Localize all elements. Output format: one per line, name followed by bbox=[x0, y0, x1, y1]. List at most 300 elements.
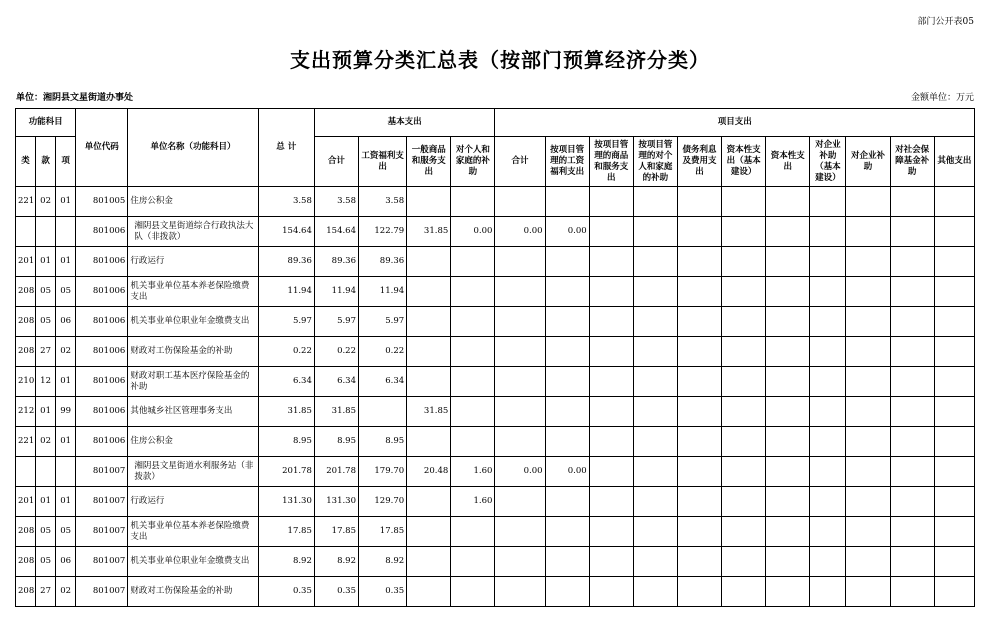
cell-empty bbox=[633, 397, 677, 427]
cell-proj-salary bbox=[545, 247, 589, 277]
cell-salary: 5.97 bbox=[359, 307, 407, 337]
cell-empty bbox=[589, 187, 633, 217]
cell-empty bbox=[890, 187, 934, 217]
cell-empty bbox=[846, 337, 890, 367]
table-row bbox=[16, 367, 975, 397]
cell-salary: 0.35 bbox=[359, 577, 407, 607]
cell-unit-name: 财政对工伤保险基金的补助 bbox=[128, 337, 258, 367]
table-row bbox=[16, 247, 975, 277]
cell-empty bbox=[677, 217, 721, 247]
cell-unit-name: 财政对工伤保险基金的补助 bbox=[128, 577, 258, 607]
cell-empty bbox=[846, 457, 890, 487]
cell-kuan: 02 bbox=[36, 427, 56, 457]
cell-empty bbox=[677, 307, 721, 337]
cell-goods bbox=[407, 307, 451, 337]
cell-basic-total: 11.94 bbox=[314, 277, 358, 307]
cell-personal bbox=[451, 307, 495, 337]
cell-unit-name: 行政运行 bbox=[128, 487, 258, 517]
cell-empty bbox=[890, 577, 934, 607]
cell-empty bbox=[677, 427, 721, 457]
cell-empty bbox=[677, 337, 721, 367]
table-row bbox=[16, 487, 975, 517]
cell-empty bbox=[722, 367, 766, 397]
cell-salary: 129.70 bbox=[359, 487, 407, 517]
cell-basic-total: 89.36 bbox=[314, 247, 358, 277]
table-row bbox=[16, 427, 975, 457]
cell-empty bbox=[589, 457, 633, 487]
cell-proj-salary bbox=[545, 307, 589, 337]
cell-proj-salary bbox=[545, 277, 589, 307]
cell-empty bbox=[766, 517, 810, 547]
cell-unit-name: 住房公积金 bbox=[128, 427, 258, 457]
cell-empty bbox=[810, 427, 846, 457]
cell-goods bbox=[407, 367, 451, 397]
cell-total: 8.95 bbox=[258, 427, 314, 457]
money-unit-label: 金额单位：万元 bbox=[910, 93, 974, 103]
cell-empty bbox=[846, 247, 890, 277]
cell-empty bbox=[810, 577, 846, 607]
cell-proj-salary bbox=[545, 547, 589, 577]
cell-unit-code: 801006 bbox=[76, 307, 128, 337]
cell-empty bbox=[890, 367, 934, 397]
cell-basic-total: 201.78 bbox=[314, 457, 358, 487]
cell-empty bbox=[766, 337, 810, 367]
cell-goods bbox=[407, 187, 451, 217]
cell-proj-total bbox=[495, 577, 545, 607]
cell-empty bbox=[890, 307, 934, 337]
cell-empty bbox=[846, 187, 890, 217]
cell-unit-code: 801006 bbox=[76, 247, 128, 277]
header-capital: 资本性支出 bbox=[766, 137, 810, 187]
header-basic-total: 合计 bbox=[314, 137, 358, 187]
cell-kuan: 12 bbox=[36, 367, 56, 397]
cell-xiang: 01 bbox=[56, 367, 76, 397]
header-project: 项目支出 bbox=[495, 109, 975, 137]
cell-unit-name: 机关事业单位基本养老保险缴费支出 bbox=[128, 277, 258, 307]
cell-empty bbox=[722, 307, 766, 337]
cell-empty bbox=[589, 517, 633, 547]
cell-empty bbox=[633, 577, 677, 607]
cell-xiang: 01 bbox=[56, 427, 76, 457]
cell-proj-salary: 0.00 bbox=[545, 217, 589, 247]
cell-xiang: 01 bbox=[56, 187, 76, 217]
header-salary: 工资福利支出 bbox=[359, 137, 407, 187]
table-row bbox=[16, 337, 975, 367]
cell-basic-total: 0.22 bbox=[314, 337, 358, 367]
cell-total: 201.78 bbox=[258, 457, 314, 487]
cell-personal bbox=[451, 427, 495, 457]
cell-proj-total bbox=[495, 277, 545, 307]
cell-empty bbox=[589, 547, 633, 577]
cell-goods: 31.85 bbox=[407, 397, 451, 427]
cell-empty bbox=[890, 457, 934, 487]
cell-empty bbox=[677, 487, 721, 517]
cell-goods bbox=[407, 577, 451, 607]
cell-kuan: 02 bbox=[36, 187, 56, 217]
cell-empty bbox=[890, 277, 934, 307]
cell-salary: 3.58 bbox=[359, 187, 407, 217]
cell-empty bbox=[810, 277, 846, 307]
table-number-label: 部门公开表05 bbox=[917, 17, 974, 27]
cell-unit-name: 湘阴县文星街道水利服务站（非拨款） bbox=[128, 457, 258, 487]
cell-empty bbox=[934, 487, 974, 517]
cell-kuan: 05 bbox=[36, 277, 56, 307]
cell-salary: 6.34 bbox=[359, 367, 407, 397]
cell-basic-total: 154.64 bbox=[314, 217, 358, 247]
table-row bbox=[16, 397, 975, 427]
cell-basic-total: 6.34 bbox=[314, 367, 358, 397]
cell-proj-salary bbox=[545, 187, 589, 217]
cell-empty bbox=[846, 577, 890, 607]
cell-unit-name: 住房公积金 bbox=[128, 187, 258, 217]
cell-empty bbox=[766, 577, 810, 607]
cell-empty bbox=[810, 397, 846, 427]
cell-empty bbox=[677, 397, 721, 427]
cell-empty bbox=[934, 307, 974, 337]
header-enterprise: 对企业补助 bbox=[846, 137, 890, 187]
header-goods: 一般商品和服务支出 bbox=[407, 137, 451, 187]
cell-xiang: 02 bbox=[56, 577, 76, 607]
cell-salary: 17.85 bbox=[359, 517, 407, 547]
table-row bbox=[16, 187, 975, 217]
cell-empty bbox=[722, 397, 766, 427]
cell-total: 131.30 bbox=[258, 487, 314, 517]
cell-empty bbox=[934, 547, 974, 577]
header-capital-construct: 资本性支出（基本建设） bbox=[722, 137, 766, 187]
cell-unit-name: 财政对职工基本医疗保险基金的补助 bbox=[128, 367, 258, 397]
cell-basic-total: 31.85 bbox=[314, 397, 358, 427]
cell-salary: 8.95 bbox=[359, 427, 407, 457]
table-row bbox=[16, 277, 975, 307]
cell-goods bbox=[407, 277, 451, 307]
header-proj-salary: 按项目管理的工资福利支出 bbox=[545, 137, 589, 187]
cell-empty bbox=[810, 187, 846, 217]
cell-empty bbox=[677, 517, 721, 547]
cell-lei: 208 bbox=[16, 517, 36, 547]
cell-unit-name: 机关事业单位基本养老保险缴费支出 bbox=[128, 517, 258, 547]
cell-empty bbox=[810, 307, 846, 337]
cell-salary: 11.94 bbox=[359, 277, 407, 307]
cell-empty bbox=[677, 457, 721, 487]
cell-empty bbox=[934, 367, 974, 397]
cell-empty bbox=[589, 247, 633, 277]
cell-empty bbox=[766, 427, 810, 457]
cell-proj-salary bbox=[545, 367, 589, 397]
cell-empty bbox=[633, 487, 677, 517]
header-social: 对社会保障基金补助 bbox=[890, 137, 934, 187]
cell-basic-total: 3.58 bbox=[314, 187, 358, 217]
cell-empty bbox=[890, 397, 934, 427]
cell-unit-code: 801007 bbox=[76, 457, 128, 487]
cell-empty bbox=[633, 457, 677, 487]
cell-empty bbox=[846, 397, 890, 427]
cell-goods bbox=[407, 487, 451, 517]
cell-lei: 201 bbox=[16, 247, 36, 277]
cell-empty bbox=[810, 547, 846, 577]
cell-empty bbox=[846, 307, 890, 337]
cell-empty bbox=[846, 517, 890, 547]
cell-empty bbox=[677, 577, 721, 607]
cell-empty bbox=[766, 487, 810, 517]
cell-empty bbox=[934, 517, 974, 547]
cell-unit-code: 801006 bbox=[76, 397, 128, 427]
cell-xiang bbox=[56, 457, 76, 487]
cell-empty bbox=[633, 427, 677, 457]
cell-personal bbox=[451, 367, 495, 397]
cell-empty bbox=[810, 487, 846, 517]
cell-empty bbox=[810, 517, 846, 547]
cell-total: 89.36 bbox=[258, 247, 314, 277]
header-other: 其他支出 bbox=[934, 137, 974, 187]
cell-kuan: 27 bbox=[36, 577, 56, 607]
cell-goods bbox=[407, 337, 451, 367]
cell-empty bbox=[633, 547, 677, 577]
cell-kuan: 01 bbox=[36, 397, 56, 427]
cell-empty bbox=[890, 517, 934, 547]
cell-total: 31.85 bbox=[258, 397, 314, 427]
cell-xiang: 01 bbox=[56, 247, 76, 277]
cell-proj-salary bbox=[545, 427, 589, 457]
cell-empty bbox=[890, 337, 934, 367]
table-row bbox=[16, 307, 975, 337]
cell-personal: 1.60 bbox=[451, 487, 495, 517]
cell-kuan: 05 bbox=[36, 307, 56, 337]
cell-empty bbox=[934, 457, 974, 487]
cell-empty bbox=[722, 577, 766, 607]
cell-empty bbox=[934, 277, 974, 307]
cell-proj-total bbox=[495, 487, 545, 517]
cell-personal: 0.00 bbox=[451, 217, 495, 247]
cell-proj-total bbox=[495, 367, 545, 397]
cell-empty bbox=[934, 397, 974, 427]
table-row bbox=[16, 577, 975, 607]
cell-proj-salary bbox=[545, 487, 589, 517]
cell-empty bbox=[722, 217, 766, 247]
cell-empty bbox=[846, 277, 890, 307]
cell-proj-total bbox=[495, 547, 545, 577]
cell-empty bbox=[589, 217, 633, 247]
cell-empty bbox=[766, 277, 810, 307]
cell-proj-total: 0.00 bbox=[495, 217, 545, 247]
cell-kuan bbox=[36, 457, 56, 487]
cell-personal bbox=[451, 547, 495, 577]
cell-salary bbox=[359, 397, 407, 427]
cell-xiang: 01 bbox=[56, 487, 76, 517]
cell-personal bbox=[451, 247, 495, 277]
cell-empty bbox=[846, 217, 890, 247]
header-unit-name: 单位名称（功能科目） bbox=[128, 109, 258, 187]
unit-label: 单位：湘阴县文星街道办事处 bbox=[16, 93, 134, 103]
cell-proj-salary bbox=[545, 577, 589, 607]
cell-proj-total bbox=[495, 247, 545, 277]
cell-unit-code: 801007 bbox=[76, 487, 128, 517]
cell-unit-code: 801007 bbox=[76, 577, 128, 607]
cell-personal bbox=[451, 337, 495, 367]
cell-empty bbox=[810, 217, 846, 247]
cell-empty bbox=[766, 367, 810, 397]
cell-empty bbox=[722, 487, 766, 517]
cell-empty bbox=[766, 187, 810, 217]
header-proj-goods: 按项目管理的商品和服务支出 bbox=[589, 137, 633, 187]
cell-unit-code: 801007 bbox=[76, 517, 128, 547]
cell-unit-code: 801007 bbox=[76, 547, 128, 577]
cell-empty bbox=[633, 247, 677, 277]
cell-goods bbox=[407, 517, 451, 547]
cell-empty bbox=[722, 457, 766, 487]
cell-empty bbox=[890, 487, 934, 517]
cell-unit-code: 801006 bbox=[76, 367, 128, 397]
cell-unit-name: 湘阴县文星街道综合行政执法大队（非拨款） bbox=[128, 217, 258, 247]
cell-empty bbox=[589, 577, 633, 607]
cell-unit-code: 801006 bbox=[76, 217, 128, 247]
cell-total: 3.58 bbox=[258, 187, 314, 217]
cell-basic-total: 5.97 bbox=[314, 307, 358, 337]
cell-empty bbox=[589, 397, 633, 427]
cell-kuan: 27 bbox=[36, 337, 56, 367]
cell-empty bbox=[722, 427, 766, 457]
cell-lei bbox=[16, 217, 36, 247]
cell-kuan: 01 bbox=[36, 247, 56, 277]
table-row bbox=[16, 217, 975, 247]
cell-proj-salary bbox=[545, 397, 589, 427]
cell-proj-total bbox=[495, 307, 545, 337]
cell-empty bbox=[890, 247, 934, 277]
cell-total: 11.94 bbox=[258, 277, 314, 307]
cell-empty bbox=[722, 547, 766, 577]
cell-total: 17.85 bbox=[258, 517, 314, 547]
cell-total: 0.22 bbox=[258, 337, 314, 367]
cell-basic-total: 8.92 bbox=[314, 547, 358, 577]
cell-empty bbox=[766, 247, 810, 277]
cell-xiang: 06 bbox=[56, 307, 76, 337]
cell-empty bbox=[677, 247, 721, 277]
cell-goods: 20.48 bbox=[407, 457, 451, 487]
cell-empty bbox=[722, 247, 766, 277]
cell-empty bbox=[934, 217, 974, 247]
cell-basic-total: 8.95 bbox=[314, 427, 358, 457]
cell-empty bbox=[633, 187, 677, 217]
header-lei: 类 bbox=[16, 137, 36, 187]
cell-empty bbox=[633, 337, 677, 367]
cell-unit-code: 801006 bbox=[76, 337, 128, 367]
cell-empty bbox=[846, 367, 890, 397]
cell-proj-total bbox=[495, 187, 545, 217]
table-row bbox=[16, 547, 975, 577]
table-row bbox=[16, 457, 975, 487]
header-debt: 债务利息及费用支出 bbox=[677, 137, 721, 187]
cell-lei: 208 bbox=[16, 337, 36, 367]
cell-kuan: 05 bbox=[36, 517, 56, 547]
cell-empty bbox=[810, 337, 846, 367]
cell-unit-code: 801005 bbox=[76, 187, 128, 217]
header-basic: 基本支出 bbox=[314, 109, 495, 137]
cell-salary: 179.70 bbox=[359, 457, 407, 487]
cell-empty bbox=[633, 307, 677, 337]
cell-lei bbox=[16, 457, 36, 487]
cell-personal bbox=[451, 187, 495, 217]
header-proj-personal: 按项目管理的对个人和家庭的补助 bbox=[633, 137, 677, 187]
cell-proj-total: 0.00 bbox=[495, 457, 545, 487]
cell-total: 6.34 bbox=[258, 367, 314, 397]
cell-personal bbox=[451, 517, 495, 547]
cell-empty bbox=[633, 367, 677, 397]
cell-unit-name: 机关事业单位职业年金缴费支出 bbox=[128, 307, 258, 337]
cell-personal bbox=[451, 277, 495, 307]
cell-empty bbox=[810, 367, 846, 397]
cell-proj-salary bbox=[545, 337, 589, 367]
cell-empty bbox=[722, 517, 766, 547]
cell-salary: 122.79 bbox=[359, 217, 407, 247]
cell-goods bbox=[407, 427, 451, 457]
cell-personal bbox=[451, 397, 495, 427]
header-xiang: 项 bbox=[56, 137, 76, 187]
header-enterprise-construct: 对企业补助（基本建设） bbox=[810, 137, 846, 187]
cell-empty bbox=[722, 277, 766, 307]
cell-lei: 208 bbox=[16, 577, 36, 607]
cell-empty bbox=[934, 577, 974, 607]
cell-xiang bbox=[56, 217, 76, 247]
cell-empty bbox=[890, 427, 934, 457]
cell-lei: 208 bbox=[16, 277, 36, 307]
cell-empty bbox=[934, 427, 974, 457]
cell-total: 0.35 bbox=[258, 577, 314, 607]
cell-lei: 208 bbox=[16, 307, 36, 337]
cell-unit-name: 其他城乡社区管理事务支出 bbox=[128, 397, 258, 427]
cell-kuan: 05 bbox=[36, 547, 56, 577]
cell-empty bbox=[677, 547, 721, 577]
cell-empty bbox=[722, 337, 766, 367]
cell-proj-total bbox=[495, 517, 545, 547]
cell-empty bbox=[890, 547, 934, 577]
cell-empty bbox=[846, 487, 890, 517]
cell-empty bbox=[934, 337, 974, 367]
cell-proj-total bbox=[495, 397, 545, 427]
cell-empty bbox=[589, 337, 633, 367]
header-proj-total: 合计 bbox=[495, 137, 545, 187]
cell-lei: 201 bbox=[16, 487, 36, 517]
cell-empty bbox=[722, 187, 766, 217]
header-kuan: 款 bbox=[36, 137, 56, 187]
cell-personal bbox=[451, 577, 495, 607]
cell-empty bbox=[677, 277, 721, 307]
cell-empty bbox=[934, 247, 974, 277]
cell-empty bbox=[766, 217, 810, 247]
cell-empty bbox=[677, 187, 721, 217]
cell-salary: 0.22 bbox=[359, 337, 407, 367]
cell-lei: 210 bbox=[16, 367, 36, 397]
cell-total: 154.64 bbox=[258, 217, 314, 247]
cell-lei: 212 bbox=[16, 397, 36, 427]
cell-kuan bbox=[36, 217, 56, 247]
cell-basic-total: 0.35 bbox=[314, 577, 358, 607]
cell-empty bbox=[890, 217, 934, 247]
cell-unit-code: 801006 bbox=[76, 277, 128, 307]
table-row bbox=[16, 517, 975, 547]
cell-empty bbox=[934, 187, 974, 217]
cell-salary: 8.92 bbox=[359, 547, 407, 577]
cell-basic-total: 131.30 bbox=[314, 487, 358, 517]
header-personal: 对个人和家庭的补助 bbox=[451, 137, 495, 187]
cell-empty bbox=[633, 277, 677, 307]
cell-xiang: 05 bbox=[56, 277, 76, 307]
cell-empty bbox=[766, 457, 810, 487]
cell-empty bbox=[589, 307, 633, 337]
cell-empty bbox=[846, 427, 890, 457]
cell-lei: 221 bbox=[16, 427, 36, 457]
cell-goods: 31.85 bbox=[407, 217, 451, 247]
cell-xiang: 99 bbox=[56, 397, 76, 427]
cell-basic-total: 17.85 bbox=[314, 517, 358, 547]
